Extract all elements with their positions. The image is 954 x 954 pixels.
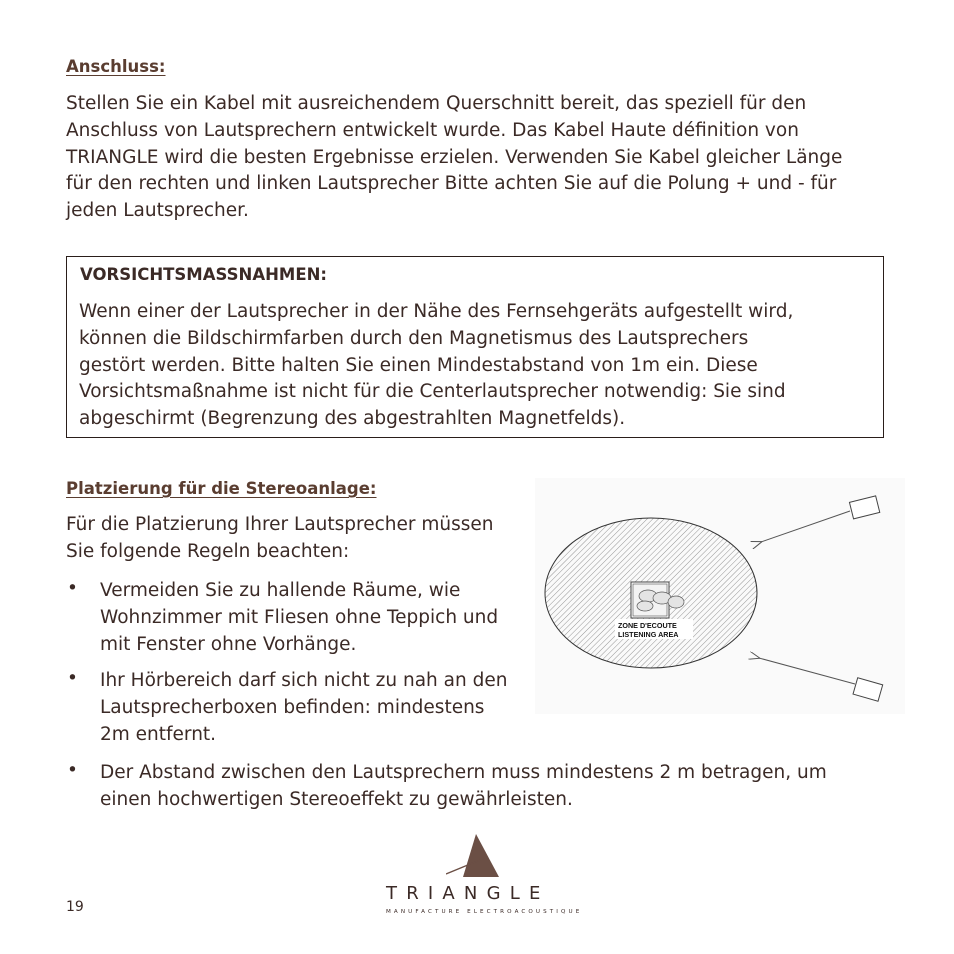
bullet-line: einen hochwertigen Stereoeffekt zu gewährleisten. [100,788,573,810]
placement-intro-line: Sie folgende Regeln beachten: [66,540,350,562]
placement-heading: Platzierung für die Stereoanlage: [66,479,377,498]
bullet-line: Ihr Hörbereich darf sich nicht zu nah an den [100,670,508,691]
bullet-line: Der Abstand zwischen den Lautsprechern muss mindestens 2 m betragen, um [100,762,827,783]
precautions-line: können die Bildschirmfarben durch den Magnetismus des Lautsprechers [79,327,749,349]
brand-tagline: MANUFACTURE ELECTROACOUSTIQUE [386,909,583,915]
precautions-paragraph [79,299,869,433]
precautions-line: Vorsichtsmaßnahme ist nicht für die Centerlautsprecher notwendig: Sie sind [79,381,786,403]
connection-line: für den rechten und linken Lautsprecher Bitte achten Sie auf die Polung + und - für [66,173,837,195]
placement-intro [66,512,536,566]
precautions-box [66,256,884,438]
bullet-line: Vermeiden Sie zu hallende Räume, wie [100,580,461,601]
listening-area-diagram [535,478,905,714]
zone-label-fr: ZONE D'ECOUTE [618,621,677,630]
bullet-marker: • [67,578,78,599]
connection-line: TRIANGLE wird die besten Ergebnisse erzielen. Verwenden Sie Kabel gleicher Länge [66,146,843,168]
connection-paragraph [66,91,906,225]
bullet-line: 2m entfernt. [100,723,217,745]
brand-name: TRIANGLE [386,883,550,904]
bullet-line: Lautsprecherboxen befinden: mindestens [100,696,485,718]
page-number: 19 [66,899,84,915]
bullet-item [100,578,540,658]
precautions-line: abgeschirmt (Begrenzung des abgestrahlten Magnetfelds). [79,408,626,430]
bullet-item [100,668,540,748]
bullet-marker: • [67,668,78,689]
bullet-line: mit Fenster ohne Vorhänge. [100,633,357,655]
connection-line: Anschluss von Lautsprechern entwickelt wurde. Das Kabel Haute définition von [66,119,799,141]
bullet-item [100,760,900,814]
bullet-line: Wohnzimmer mit Fliesen ohne Teppich und [100,606,499,628]
triangle-logo-icon [446,834,502,878]
zone-label-en: LISTENING AREA [618,630,679,639]
precautions-title: VORSICHTSMASSNAHMEN: [80,265,327,284]
precautions-line: Wenn einer der Lautsprecher in der Nähe des Fernsehgeräts aufgestellt wird, [79,301,794,322]
precautions-line: gestört werden. Bitte halten Sie einen Mindestabstand von 1m ein. Diese [79,354,758,376]
connection-line: Stellen Sie ein Kabel mit ausreichendem Querschnitt bereit, das speziell für den [66,93,807,114]
connection-heading: Anschluss: [66,57,166,76]
connection-line: jeden Lautsprecher. [66,200,249,222]
bullet-marker: • [67,760,78,781]
placement-intro-line: Für die Platzierung Ihrer Lautsprecher müssen [66,514,494,535]
